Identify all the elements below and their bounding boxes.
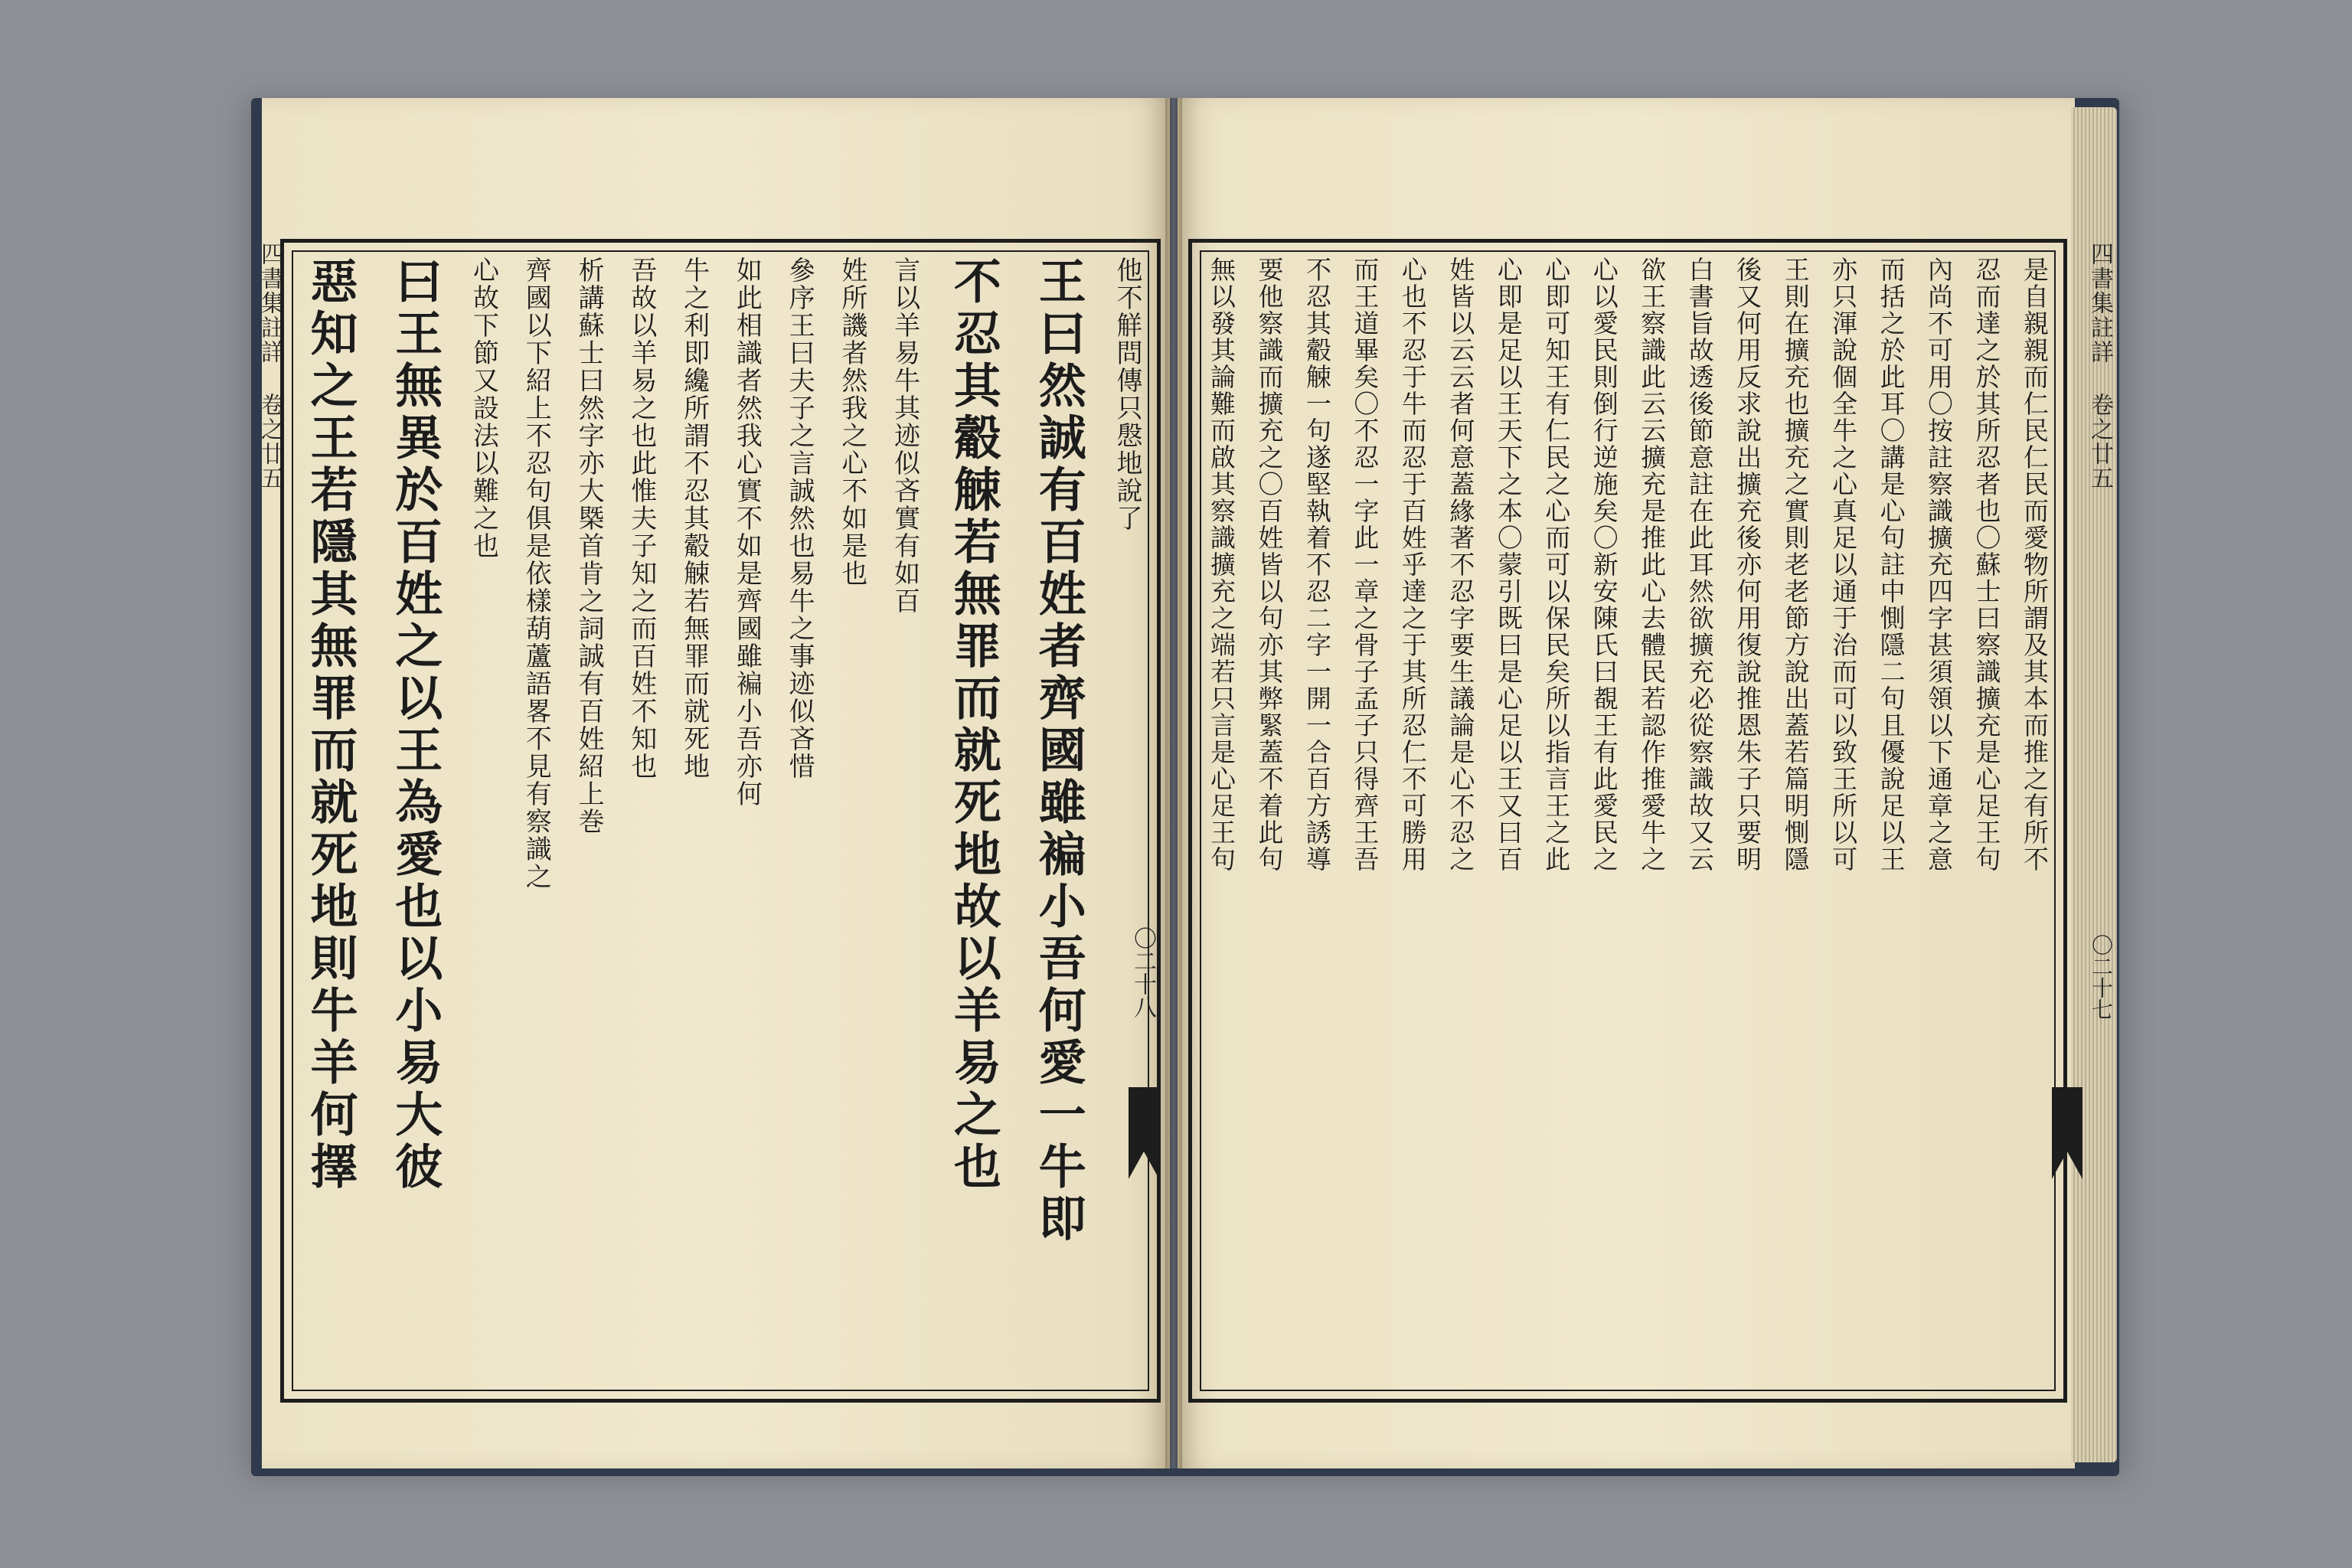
right-page-column: 姓皆以云云者何意蓋緣著不忍字要生議論是心不忍之: [1446, 256, 1476, 873]
left-page-column: 如此相識者然我心實不如是齊國雖褊小吾亦何: [731, 256, 763, 808]
right-page-column: 白書旨故透後節意註在此耳然欲擴充必從察識故又云: [1684, 256, 1715, 873]
left-margin-title: 四書集註詳 卷之廿五: [256, 242, 283, 491]
left-page-column: 心故下節又設法以難之也: [468, 256, 499, 560]
right-page-column: 是自親親而仁民仁民而愛物所謂及其本而推之有所不: [2019, 256, 2050, 873]
right-page-column: 忍而達之於其所忍者也〇蘇士曰察識擴充是心足王句: [1971, 256, 2002, 873]
right-page-column: 心也不忍于牛而忍于百姓乎達之于其所忍仁不可勝用: [1397, 256, 1428, 873]
left-folio: 〇二十八: [1129, 926, 1156, 1018]
left-page-column: 曰王無異於百姓之以王為愛也以小易大彼: [387, 256, 443, 1194]
right-page-column: 不忍其觳觫一句遂堅執着不忍二字一開一合百方誘導: [1302, 256, 1332, 873]
left-columns: [298, 256, 1143, 1385]
left-page-column: 惡知之王若隱其無罪而就死地則牛羊何擇: [302, 256, 358, 1194]
right-page-column: 而括之於此耳〇講是心句註中惻隱二句且優說足以王: [1876, 256, 1906, 873]
right-page-column: 亦只渾說個全牛之心真足以通于治而可以致王所以可: [1828, 256, 1859, 873]
right-folio: 〇二十七: [2089, 934, 2114, 1020]
right-page-column: 內尚不可用〇按註察識擴充四字甚須領以下通章之意: [1924, 256, 1955, 873]
left-page-column: 姓所譏者然我之心不如是也: [836, 256, 867, 587]
left-page-column: 牛之利即纔所謂不忍其觳觫若無罪而就死地: [678, 256, 710, 780]
right-page-column: 心即可知王有仁民之心而可以保民矣所以指言王之此: [1541, 256, 1572, 873]
left-page-column: 不忍其觳觫若無罪而就死地故以羊易之也: [946, 256, 1002, 1194]
left-page-column: 參序王曰夫子之言誠然也易牛之事迹似吝惜: [784, 256, 815, 780]
right-page-column: 無以發其論難而啟其察識擴充之端若只言是心足王句: [1207, 256, 1236, 873]
right-page-column: 後又何用反求說出擴充後亦何用復說推恩朱子只要明: [1733, 256, 1763, 873]
right-page-column: 心以愛民則倒行逆施矣〇新安陳氏曰覩王有此愛民之: [1589, 256, 1619, 873]
left-page-column: 吾故以羊易之也此惟夫子知之而百姓不知也: [626, 256, 657, 780]
right-page-column: 心即是足以王天下之本〇蒙引既曰是心足以王又曰百: [1493, 256, 1524, 873]
right-page-column: 要他察識而擴充之〇百姓皆以句亦其弊緊蓋不着此句: [1254, 256, 1285, 873]
right-page-column: 王則在擴充也擴充之實則老老節方說出蓋若篇明惻隱: [1780, 256, 1811, 873]
left-page-column: 他不觧問傳只慇地說了: [1111, 256, 1142, 532]
left-page-column: 言以羊易牛其迹似吝實有如百: [889, 256, 920, 615]
right-page-column: 欲王察識此云云擴充是推此心去體民若認作推愛牛之: [1637, 256, 1668, 873]
right-columns: [1206, 256, 2050, 1385]
left-page-column: 齊國以下紹上不忍句俱是依樣葫蘆語畧不見有察識之: [521, 256, 552, 890]
right-page-column: 而王道畢矣〇不忍一字此一章之骨子孟子只得齊王吾: [1350, 256, 1380, 873]
left-page-column: 析講蘇士曰然字亦大槩首肯之詞誠有百姓紹上巻: [573, 256, 605, 835]
right-text-frame: [1188, 239, 2067, 1403]
right-margin-title: 四書集註詳 卷之廿五: [2086, 242, 2113, 491]
left-page-column: 王曰然誠有百姓者齊國雖褊小吾何愛一牛即: [1031, 256, 1087, 1246]
book-gutter: [1165, 98, 1182, 1468]
left-text-frame: [280, 239, 1161, 1403]
